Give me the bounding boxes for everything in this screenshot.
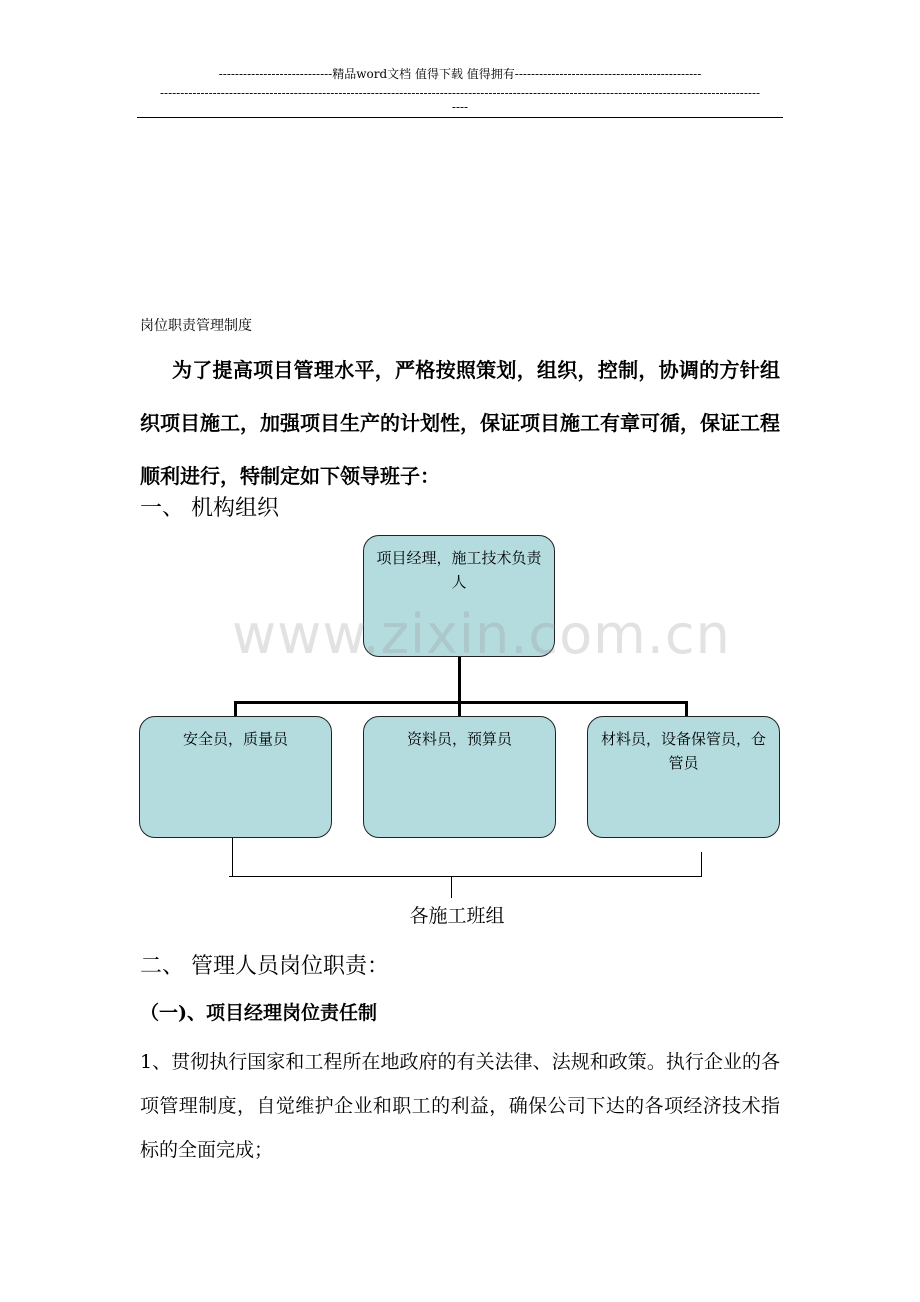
- header-line-2: ----------------------------------------------------------------------------------------------------------------------------------------------------: [159, 86, 761, 100]
- org-box-safety: 安全员，质量员: [139, 716, 332, 838]
- section-heading-duties: 二、 管理人员岗位职责：: [140, 954, 389, 979]
- watermark-text: www.zixin.com.cn: [232, 603, 731, 666]
- header-line-1: ----------------------------精品word文档 值得下载 值得拥有----------------------------------------------: [218, 67, 702, 81]
- section-heading-org: 一、 机构组织: [140, 496, 279, 521]
- org-box-manager: 项目经理，施工技术负责人: [363, 535, 555, 657]
- connector-horizontal-bottom: [229, 876, 702, 877]
- duty-item-1: 1、贯彻执行国家和工程所在地政府的有关法律、法规和政策。执行企业的各项管理制度，自觉维护企业和职工的利益，确保公司下达的各项经济技术指标的全面完成；: [140, 1051, 780, 1161]
- header-line-3: ----: [451, 100, 469, 114]
- org-box-materials: 材料员，设备保管员，仓管员: [587, 716, 780, 838]
- connector-middle-down: [458, 701, 461, 717]
- connector-horizontal-top: [234, 701, 688, 704]
- subsection-heading-manager: （一)、项目经理岗位责任制: [140, 1002, 377, 1024]
- org-label-teams: 各施工班组: [409, 905, 505, 927]
- connector-left-bottom: [232, 838, 233, 876]
- org-box-records: 资料员，预算员: [363, 716, 556, 838]
- document-title: 岗位职责管理制度: [140, 318, 252, 334]
- connector-left-down: [234, 701, 237, 717]
- connector-center-bottom: [451, 876, 452, 898]
- connector-right-down: [685, 701, 688, 717]
- connector-right-bottom: [701, 852, 702, 876]
- header-rule: [137, 117, 783, 118]
- intro-paragraph: 为了提高项目管理水平，严格按照策划，组织，控制，协调的方针组织项目施工，加强项目生产的计划性，保证项目施工有章可循，保证工程顺利进行，特制定如下领导班子：: [140, 358, 780, 488]
